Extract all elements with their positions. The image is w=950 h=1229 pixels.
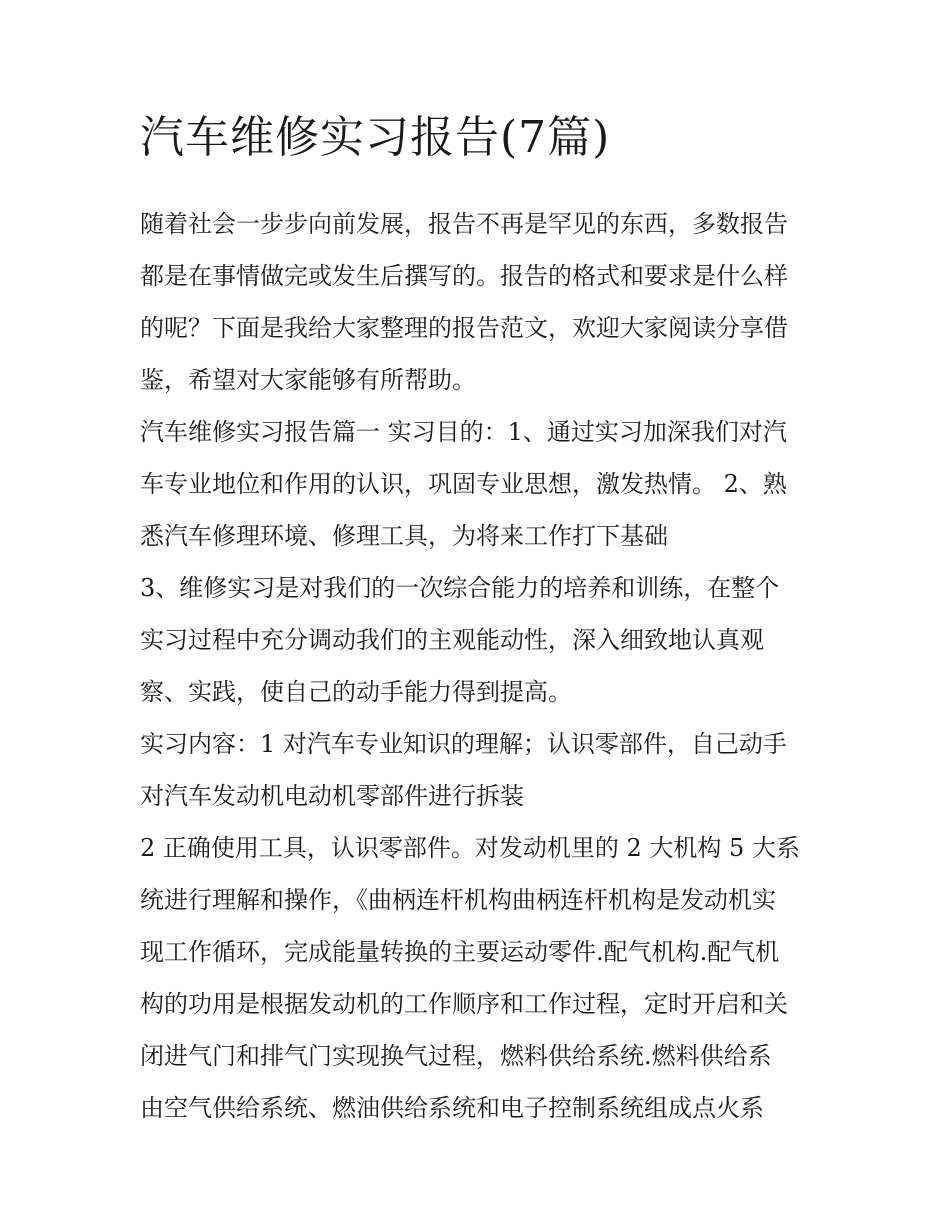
body-line: 3、维修实习是对我们的一次综合能力的培养和训练，在整个 <box>140 574 780 602</box>
document-title: 汽车维修实习报告(7篇) <box>140 112 611 163</box>
body-line: 车专业地位和作用的认识，巩固专业思想，激发热情。 2、熟 <box>140 470 787 498</box>
body-line: 悉汽车修理环境、修理工具，为将来工作打下基础 <box>140 522 668 550</box>
body-line: 统进行理解和操作，《曲柄连杆机构曲柄连杆机构是发动机实 <box>140 886 776 914</box>
body-line: 2 正确使用工具，认识零部件。对发动机里的 2 大机构 5 大系 <box>140 834 800 862</box>
body-line: 鉴，希望对大家能够有所帮助。 <box>140 366 476 394</box>
document-body <box>140 198 812 1134</box>
body-line: 随着社会一步步向前发展，报告不再是罕见的东西，多数报告 <box>140 210 788 238</box>
body-line: 由空气供给系统、燃油供给系统和电子控制系统组成点火系 <box>140 1094 764 1122</box>
body-line: 实习过程中充分调动我们的主观能动性，深入细致地认真观 <box>140 626 764 654</box>
body-line: 的呢？下面是我给大家整理的报告范文，欢迎大家阅读分享借 <box>140 314 788 342</box>
body-line: 构的功用是根据发动机的工作顺序和工作过程，定时开启和关 <box>140 990 788 1018</box>
body-line: 对汽车发动机电动机零部件进行拆装 <box>140 782 524 810</box>
body-line: 察、实践，使自己的动手能力得到提高。 <box>140 678 572 706</box>
body-line: 闭进气门和排气门实现换气过程，燃料供给系统.燃料供给系 <box>140 1042 772 1070</box>
body-line: 实习内容：1 对汽车专业知识的理解；认识零部件，自己动手 <box>140 730 787 758</box>
body-line: 都是在事情做完或发生后撰写的。报告的格式和要求是什么样 <box>140 262 788 290</box>
body-line: 现工作循环，完成能量转换的主要运动零件.配气机构.配气机 <box>140 938 780 966</box>
body-line: 汽车维修实习报告篇一 实习目的：1、通过实习加深我们对汽 <box>140 418 787 446</box>
